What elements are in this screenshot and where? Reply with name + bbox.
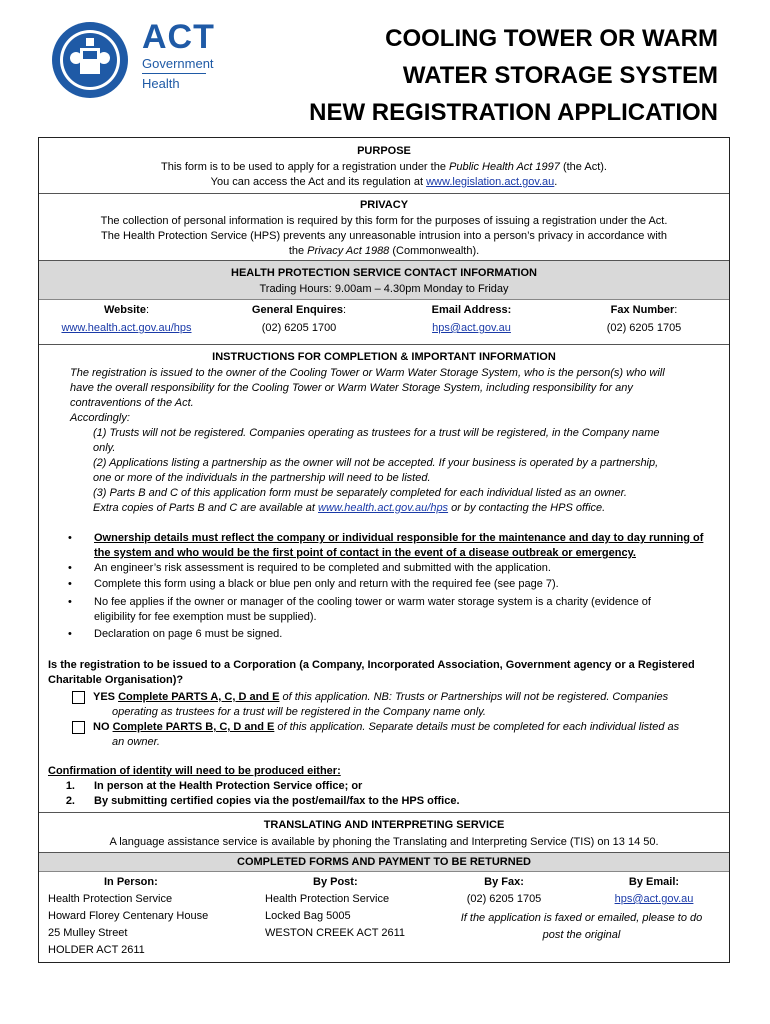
instructions-heading: INSTRUCTIONS FOR COMPLETION & IMPORTANT INFORMATION bbox=[212, 351, 556, 363]
bullet-5: • Declaration on page 6 must be signed. bbox=[68, 628, 283, 640]
by-post-block: By Post: Health Protection Service Locked Bag 5005 WESTON CREEK ACT 2611 bbox=[265, 876, 405, 939]
translating-text: A language assistance service is available by phoning the Translating and Interpreting Service (TIS) on 13 14 50. bbox=[109, 836, 659, 848]
contact-section bbox=[39, 261, 729, 345]
title-line-3: NEW REGISTRATION APPLICATION bbox=[309, 99, 718, 126]
page-title bbox=[248, 20, 718, 131]
extra-copies-link[interactable]: www.health.act.gov.au/hps bbox=[318, 502, 449, 514]
email-block: Email Address: hps@act.gov.au bbox=[384, 301, 559, 337]
by-email-block: By Email: hps@act.gov.au bbox=[599, 874, 709, 908]
instructions-section bbox=[39, 345, 729, 813]
bullet-2: • An engineer’s risk assessment is required to be completed and submitted with the application. bbox=[68, 562, 551, 574]
privacy-line-1: The collection of personal information is required by this form for the purposes of issuing a registration under the Act. bbox=[100, 215, 668, 227]
yes-checkbox[interactable] bbox=[72, 691, 85, 704]
returns-section bbox=[39, 853, 729, 962]
website-link[interactable]: www.health.act.gov.au/hps bbox=[61, 322, 192, 334]
purpose-section bbox=[39, 138, 729, 194]
translating-section bbox=[39, 813, 729, 853]
instructions-text: The registration is issued to the owner of the Cooling Tower or Warm Water Storage System, who is the person(s) who will have the overall responsibility for the Cooling Tower or Warm Water Storage System, including responsibility for any contraventions of the Act. Accordingly: (1) Trusts will not be registered. Companies operating as trustees for a trust will be registered, in the Company name only. (2) Applications listing a partnership as the owner will not be accepted. If your business is operated by a partnership, one or more of the individuals in the partnership will need to be listed. (3) Parts B and C of this application form must be separately completed for each individual listed as an owner. Extra copies of Parts B and C are available at www.health.act.gov.au/hps or by contacting the HPS office. bbox=[70, 367, 665, 514]
identity-confirmation: Confirmation of identity will need to be produced either: 1. In person at the Health Protection Service office; or 2. By submitting certified copies via the post/email/fax to the HPS office. bbox=[48, 765, 460, 807]
purpose-line-1: This form is to be used to apply for a registration under the Public Health Act 1997 (the Act). bbox=[161, 161, 607, 173]
yes-option: YES Complete PARTS A, C, D and E of this application. NB: Trusts or Partnerships will not be registered. Companies operating as trustees for a trust will be registered in the Company name only. bbox=[72, 690, 722, 720]
registration-form bbox=[38, 137, 730, 963]
legislation-link[interactable]: www.legislation.act.gov.au bbox=[426, 176, 555, 188]
contact-heading: HEALTH PROTECTION SERVICE CONTACT INFORMATION bbox=[231, 267, 537, 279]
act-health-logo bbox=[50, 20, 220, 100]
website-block: Website: www.health.act.gov.au/hps bbox=[39, 301, 214, 337]
bullet-4: • No fee applies if the owner or manager of the cooling tower or warm water storage system is a charity (evidence of eligibility for fee exemption must be supplied). bbox=[68, 596, 651, 623]
no-option: NO Complete PARTS B, C, D and E of this application. Separate details must be completed for each individual listed as an owner. bbox=[72, 720, 722, 750]
privacy-heading: PRIVACY bbox=[359, 199, 409, 211]
trading-hours: Trading Hours: 9.00am – 4.30pm Monday to Friday bbox=[259, 283, 509, 295]
translating-heading: TRANSLATING AND INTERPRETING SERVICE bbox=[263, 819, 505, 831]
title-line-1: COOLING TOWER OR WARM bbox=[385, 25, 718, 52]
faxed-emailed-note: If the application is faxed or emailed, please to do post the original bbox=[460, 912, 703, 941]
logo-government: Government bbox=[142, 56, 214, 71]
privacy-line-3: the Privacy Act 1988 (Commonwealth). bbox=[288, 245, 480, 257]
returns-heading: COMPLETED FORMS AND PAYMENT TO BE RETURNED bbox=[237, 856, 531, 868]
no-checkbox[interactable] bbox=[72, 721, 85, 734]
purpose-line-2: You can access the Act and its regulation at www.legislation.act.gov.au. bbox=[210, 176, 558, 188]
by-fax-block: By Fax: (02) 6205 1705 bbox=[466, 876, 542, 905]
enquiries-block: General Enquires: (02) 6205 1700 bbox=[251, 304, 347, 334]
bullet-3: • Complete this form using a black or blue pen only and return with the required fee (see page 7). bbox=[68, 578, 559, 590]
privacy-line-2: The Health Protection Service (HPS) prevents any unreasonable intrusion into a person’s privacy in accordance with bbox=[101, 230, 667, 242]
coat-of-arms-icon bbox=[50, 20, 130, 100]
privacy-section bbox=[39, 194, 729, 261]
in-person-block: In Person: Health Protection Service Howard Florey Centenary House 25 Mulley Street HOLDER ACT 2611 bbox=[48, 876, 209, 956]
logo-act: ACT bbox=[142, 18, 215, 56]
fax-block: Fax Number: (02) 6205 1705 bbox=[606, 304, 682, 334]
corporation-question: Is the registration to be issued to a Corporation (a Company, Incorporated Association, Government agency or a Registered Charitable Organisation)? bbox=[48, 659, 695, 686]
logo-health: Health bbox=[142, 76, 180, 91]
return-email-link[interactable]: hps@act.gov.au bbox=[614, 893, 694, 905]
purpose-heading: PURPOSE bbox=[357, 145, 411, 157]
bullet-1: • Ownership details must reflect the company or individual responsible for the maintenance and day to day running of the system and who would be the first point of contact in the event of a disease outbreak or emergency. bbox=[68, 532, 704, 559]
email-link[interactable]: hps@act.gov.au bbox=[432, 322, 511, 334]
title-line-2: WATER STORAGE SYSTEM bbox=[402, 62, 718, 89]
